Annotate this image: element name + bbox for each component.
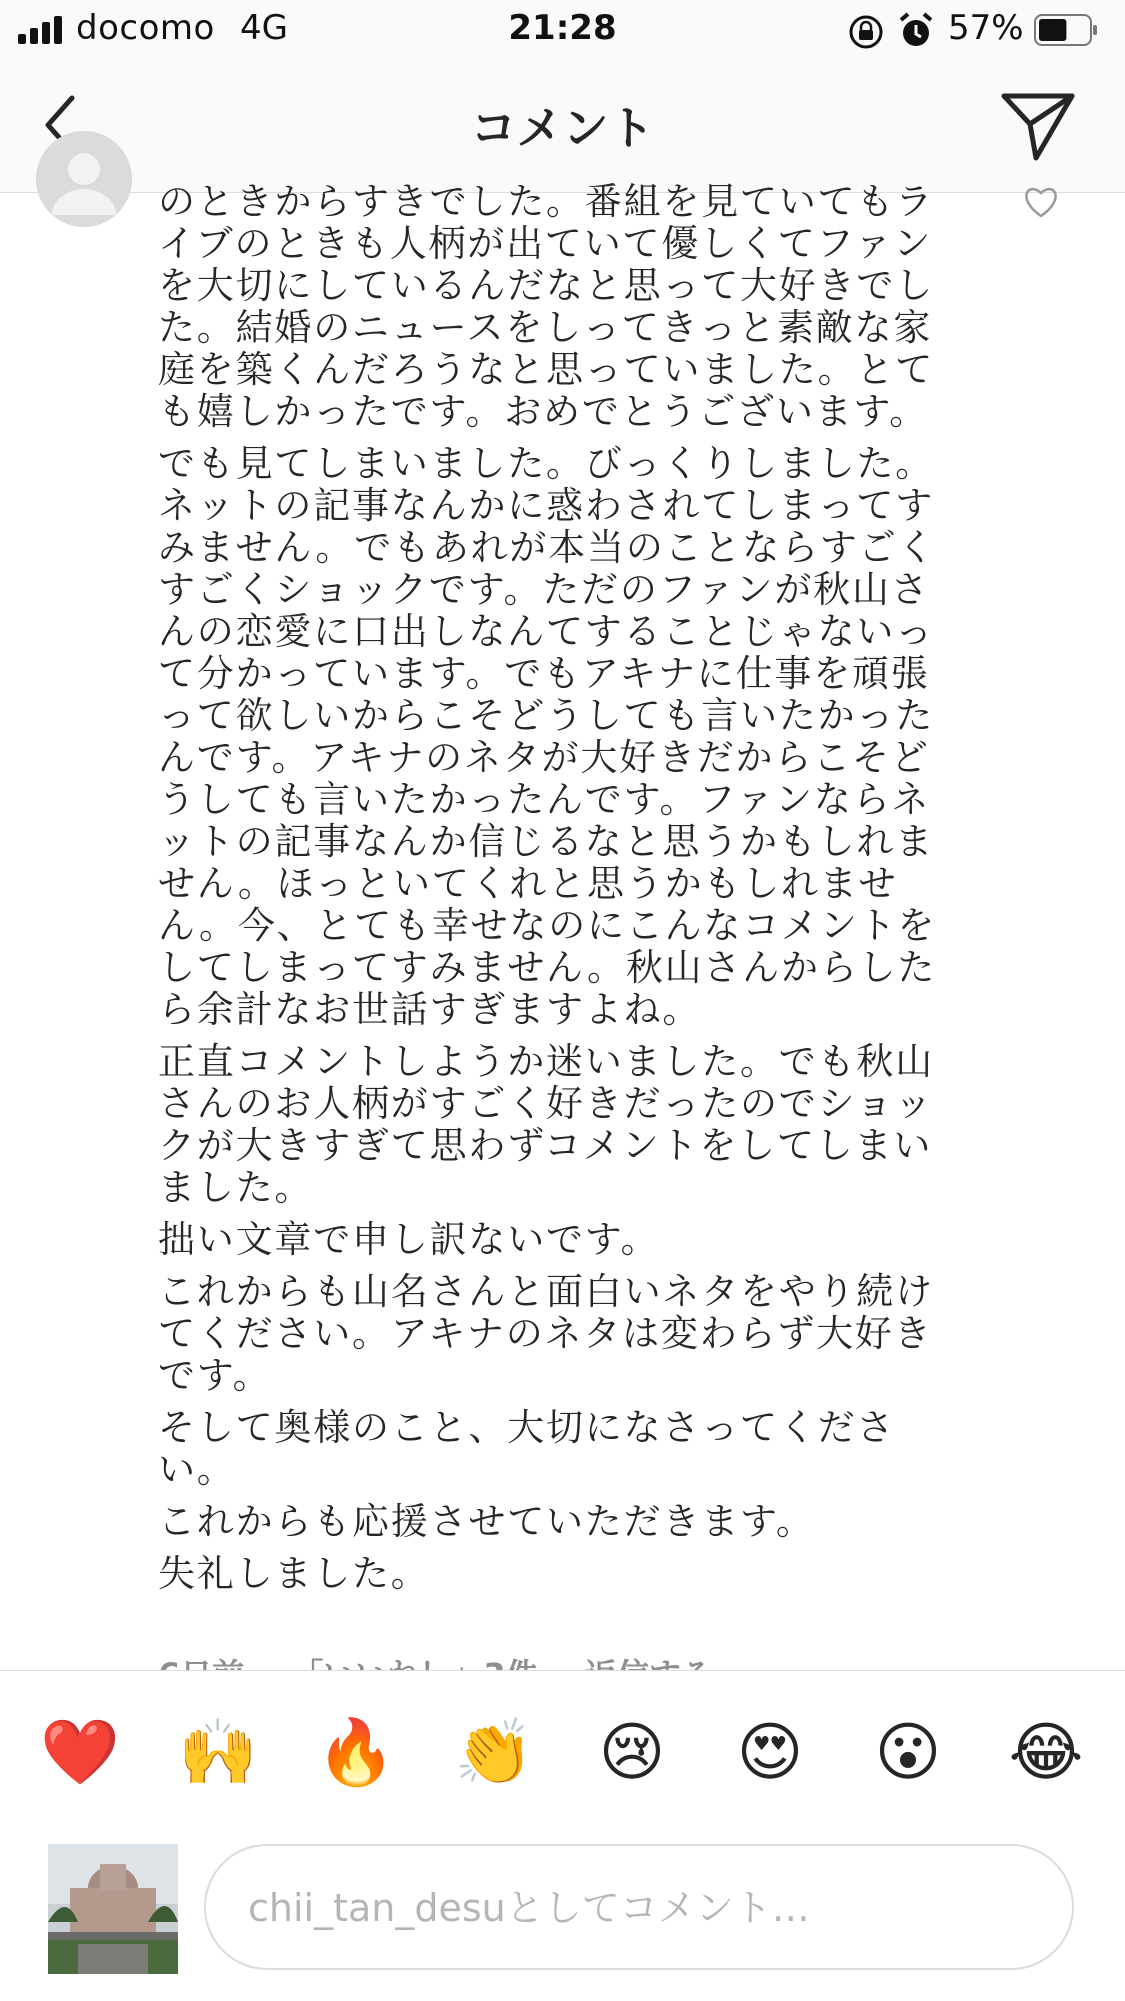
surprised-face-emoji[interactable]: 😮 bbox=[874, 1716, 942, 1790]
like-heart-icon[interactable] bbox=[1022, 185, 1060, 219]
comment-paragraph: これからも応援させていただきます。 bbox=[158, 1500, 815, 1543]
comment-paragraph: でも見てしまいました。びっくりしました。ネットの記事なんかに惑わされてしまってすみません。でもあれが本当のことならすごくすごくショックです。ただのファンが秋山さんの恋愛に口出しなんてすることじゃないって分かっています。でもアキナに仕事を頑張って欲しいからこそどうしても言いたかったんです。アキナのネタが大好きだからこそどうしても言いたかったんです。ファンならネットの記事なんか信じるなと思うかもしれません。ほっといてくれと思うかもしれません。今、とても幸せなのにこんなコメントをしてしまってすみません。秋山さんからしたら余計なお世話すぎますよね。 bbox=[158, 442, 937, 1031]
comment-thread[interactable] bbox=[0, 180, 1125, 1670]
alarm-icon bbox=[898, 12, 934, 50]
comment-paragraph: これからも山名さんと面白いネタをやり続けてください。アキナのネタは変わらず大好きです。 bbox=[158, 1270, 934, 1397]
battery-icon bbox=[1034, 14, 1098, 46]
battery-percent: 57% bbox=[948, 8, 1024, 48]
fire-emoji[interactable]: 🔥 bbox=[316, 1716, 396, 1790]
tears-of-joy-emoji[interactable]: 😂 bbox=[1008, 1716, 1084, 1790]
clapping-hands-emoji[interactable]: 👏 bbox=[454, 1716, 534, 1790]
navigation-bar bbox=[0, 62, 1125, 193]
comment-input[interactable] bbox=[246, 1872, 1030, 1944]
comment-composer bbox=[0, 1820, 1125, 2001]
commenter-avatar[interactable] bbox=[36, 131, 132, 227]
raising-hands-emoji[interactable]: 🙌 bbox=[178, 1716, 258, 1790]
red-heart-emoji[interactable]: ❤️ bbox=[40, 1716, 120, 1790]
clock: 21:28 bbox=[508, 8, 617, 48]
comment-paragraph: のときからすきでした。番組を見ていてもライブのときも人柄が出ていて優しくてファンを大切にしているんだなと思って大好きでした。結婚のニュースをしってきっと素敵な家庭を築くんだろうなと思っていました。とても嬉しかったです。おめでとうございます。 bbox=[158, 180, 934, 433]
heart-eyes-emoji[interactable]: 😍 bbox=[736, 1716, 804, 1790]
comment-paragraph: 正直コメントしようか迷いました。でも秋山さんのお人柄がすごく好きだったのでショックが大きすぎて思わずコメントをしてしまいました。 bbox=[158, 1040, 934, 1209]
status-bar bbox=[0, 0, 1125, 62]
comment-paragraph: 失礼しました。 bbox=[158, 1552, 430, 1595]
current-user-avatar bbox=[48, 1844, 178, 1974]
comment-paragraph: 拙い文章で申し訳ないです。 bbox=[158, 1218, 660, 1261]
network-type: 4G bbox=[240, 8, 288, 48]
emoji-quick-bar bbox=[0, 1670, 1125, 1821]
carrier-name: docomo bbox=[76, 8, 215, 48]
page-title: コメント bbox=[470, 101, 655, 155]
comment-body bbox=[158, 181, 948, 1605]
paper-plane-icon[interactable] bbox=[1000, 88, 1076, 164]
comment-input-container[interactable] bbox=[204, 1844, 1074, 1970]
comment-paragraph: そして奥様のこと、大切になさってください。 bbox=[158, 1406, 896, 1491]
crying-face-emoji[interactable]: 😢 bbox=[598, 1716, 666, 1790]
rotation-lock-icon bbox=[848, 14, 884, 50]
